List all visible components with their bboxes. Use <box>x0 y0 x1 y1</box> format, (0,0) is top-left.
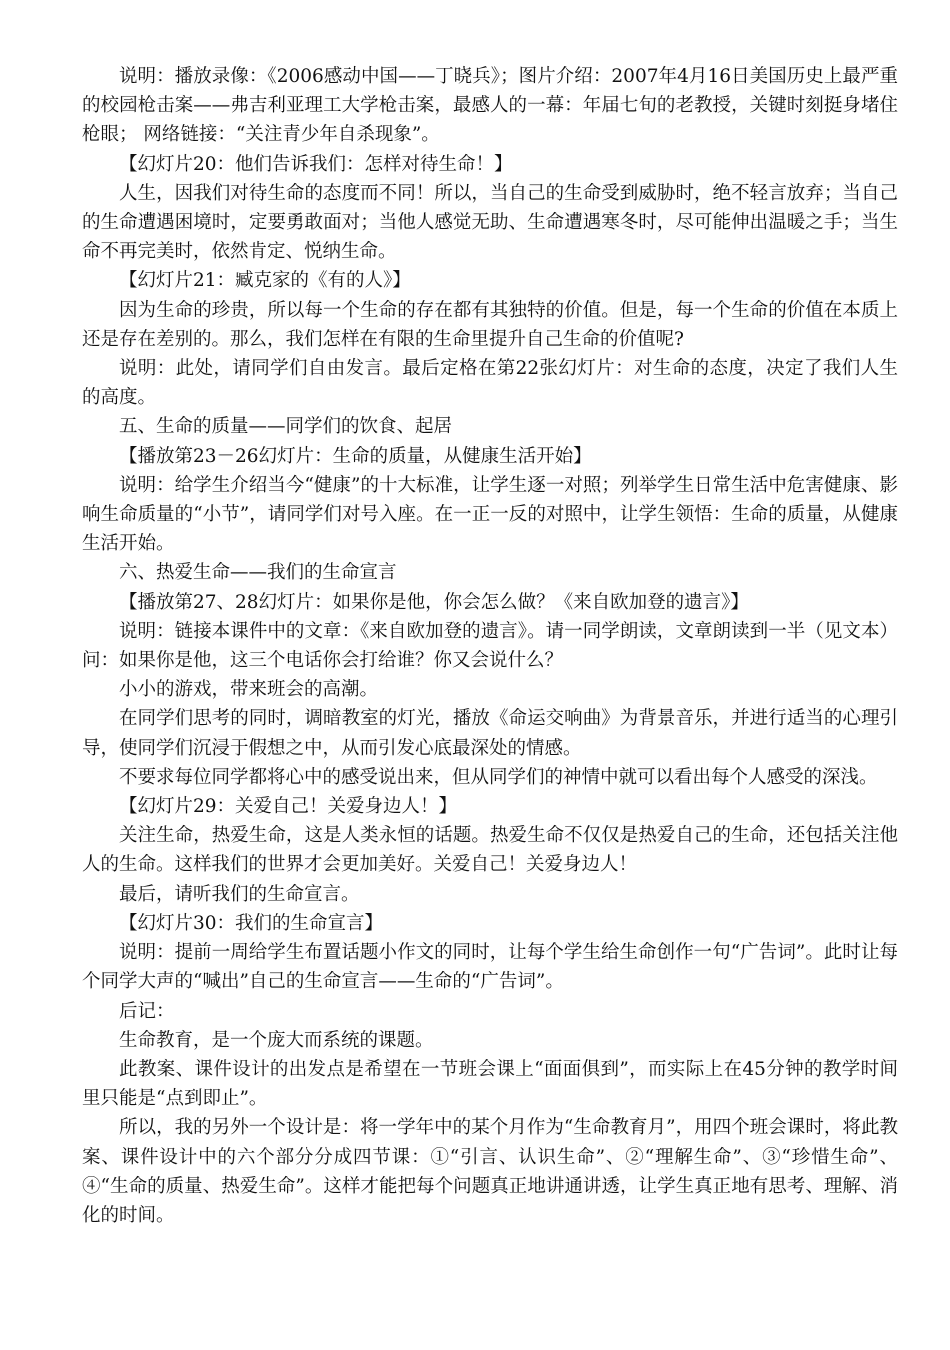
paragraph: 在同学们思考的同时，调暗教室的灯光，播放《命运交响曲》为背景音乐，并进行适当的心理引导，使同学们沉浸于假想之中，从而引发心底最深处的情感。 <box>82 708 898 759</box>
paragraph: 生命教育，是一个庞大而系统的课题。 <box>119 1029 434 1051</box>
postscript-heading: 后记： <box>119 1000 175 1022</box>
slide-heading: 【幻灯片30：我们的生命宣言】 <box>119 912 384 934</box>
paragraph: 小小的游戏，带来班会的高潮。 <box>119 679 379 701</box>
document-page <box>82 62 898 1230</box>
slide-heading: 【幻灯片20：他们告诉我们：怎样对待生命！】 <box>119 153 513 175</box>
paragraph: 说明：给学生介绍当今“健康”的十大标准，让学生逐一对照；列举学生日常生活中危害健康、影响生命质量的“小节”，请同学们对号入座。在一正一反的对照中，让学生领悟：生命的质量，从健康生活开始。 <box>82 474 898 555</box>
paragraph: 所以，我的另外一个设计是：将一学年中的某个月作为“生命教育月”，用四个班会课时，将此教案、课件设计中的六个部分分成四节课：①“引言、认识生命”、②“理解生命”、③“珍惜生命”、④“生命的质量、热爱生命”。这样才能把每个问题真正地讲通讲透，让学生真正地有思考、理解、消化的时间。 <box>82 1117 898 1226</box>
paragraph: 说明：链接本课件中的文章：《来自欧加登的遗言》。请一同学朗读，文章朗读到一半（见文本）问：如果你是他，这三个电话你会打给谁？你又会说什么？ <box>82 620 898 672</box>
paragraph: 关注生命，热爱生命，这是人类永恒的话题。热爱生命不仅仅是热爱自己的生命，还包括关注他人的生命。这样我们的世界才会更加美好。关爱自己！关爱身边人！ <box>82 825 898 876</box>
paragraph: 说明：此处，请同学们自由发言。最后定格在第22张幻灯片：对生命的态度，决定了我们人生的高度。 <box>82 358 898 409</box>
paragraph: 不要求每位同学都将心中的感受说出来，但从同学们的神情中就可以看出每个人感受的深浅。 <box>119 766 878 788</box>
paragraph: 此教案、课件设计的出发点是希望在一节班会课上“面面俱到”，而实际上在45分钟的教学时间里只能是“点到即止”。 <box>82 1058 898 1110</box>
paragraph: 最后，请听我们的生命宣言。 <box>119 883 360 905</box>
section-heading: 六、热爱生命——我们的生命宣言 <box>119 562 397 584</box>
paragraph: 因为生命的珍贵，所以每一个生命的存在都有其独特的价值。但是，每一个生命的价值在本质上还是存在差别的。那么，我们怎样在有限的生命里提升自己生命的价值呢? <box>82 299 898 350</box>
slide-heading: 【幻灯片29：关爱自己！关爱身边人！】 <box>119 796 458 818</box>
slide-heading: 【播放第23－26幻灯片：生命的质量，从健康生活开始】 <box>119 445 592 467</box>
slide-heading: 【播放第27、28幻灯片：如果你是他，你会怎么做？《来自欧加登的遗言》】 <box>119 591 749 613</box>
paragraph: 说明：提前一周给学生布置话题小作文的同时，让每个学生给生命创作一句“广告词”。此时让每个同学大声的“喊出”自己的生命宣言——生命的“广告词”。 <box>82 942 898 993</box>
paragraph: 人生，因我们对待生命的态度而不同！所以，当自己的生命受到威胁时，绝不轻言放弃；当自己的生命遭遇困境时，定要勇敢面对；当他人感觉无助、生命遭遇寒冬时，尽可能伸出温暖之手；当生命不再完美时，依然肯定、悦纳生命。 <box>82 182 898 263</box>
section-heading: 五、生命的质量——同学们的饮食、起居 <box>119 416 453 438</box>
paragraph: 说明：播放录像：《2006感动中国——丁晓兵》；图片介绍：2007年4月16日美国历史上最严重的校园枪击案——弗吉利亚理工大学枪击案，最感人的一幕：年届七旬的老教授，关键时刻挺身堵住枪眼； 网络链接：“关注青少年自杀现象”。 <box>82 66 898 146</box>
slide-heading: 【幻灯片21：臧克家的《有的人》】 <box>119 270 411 292</box>
